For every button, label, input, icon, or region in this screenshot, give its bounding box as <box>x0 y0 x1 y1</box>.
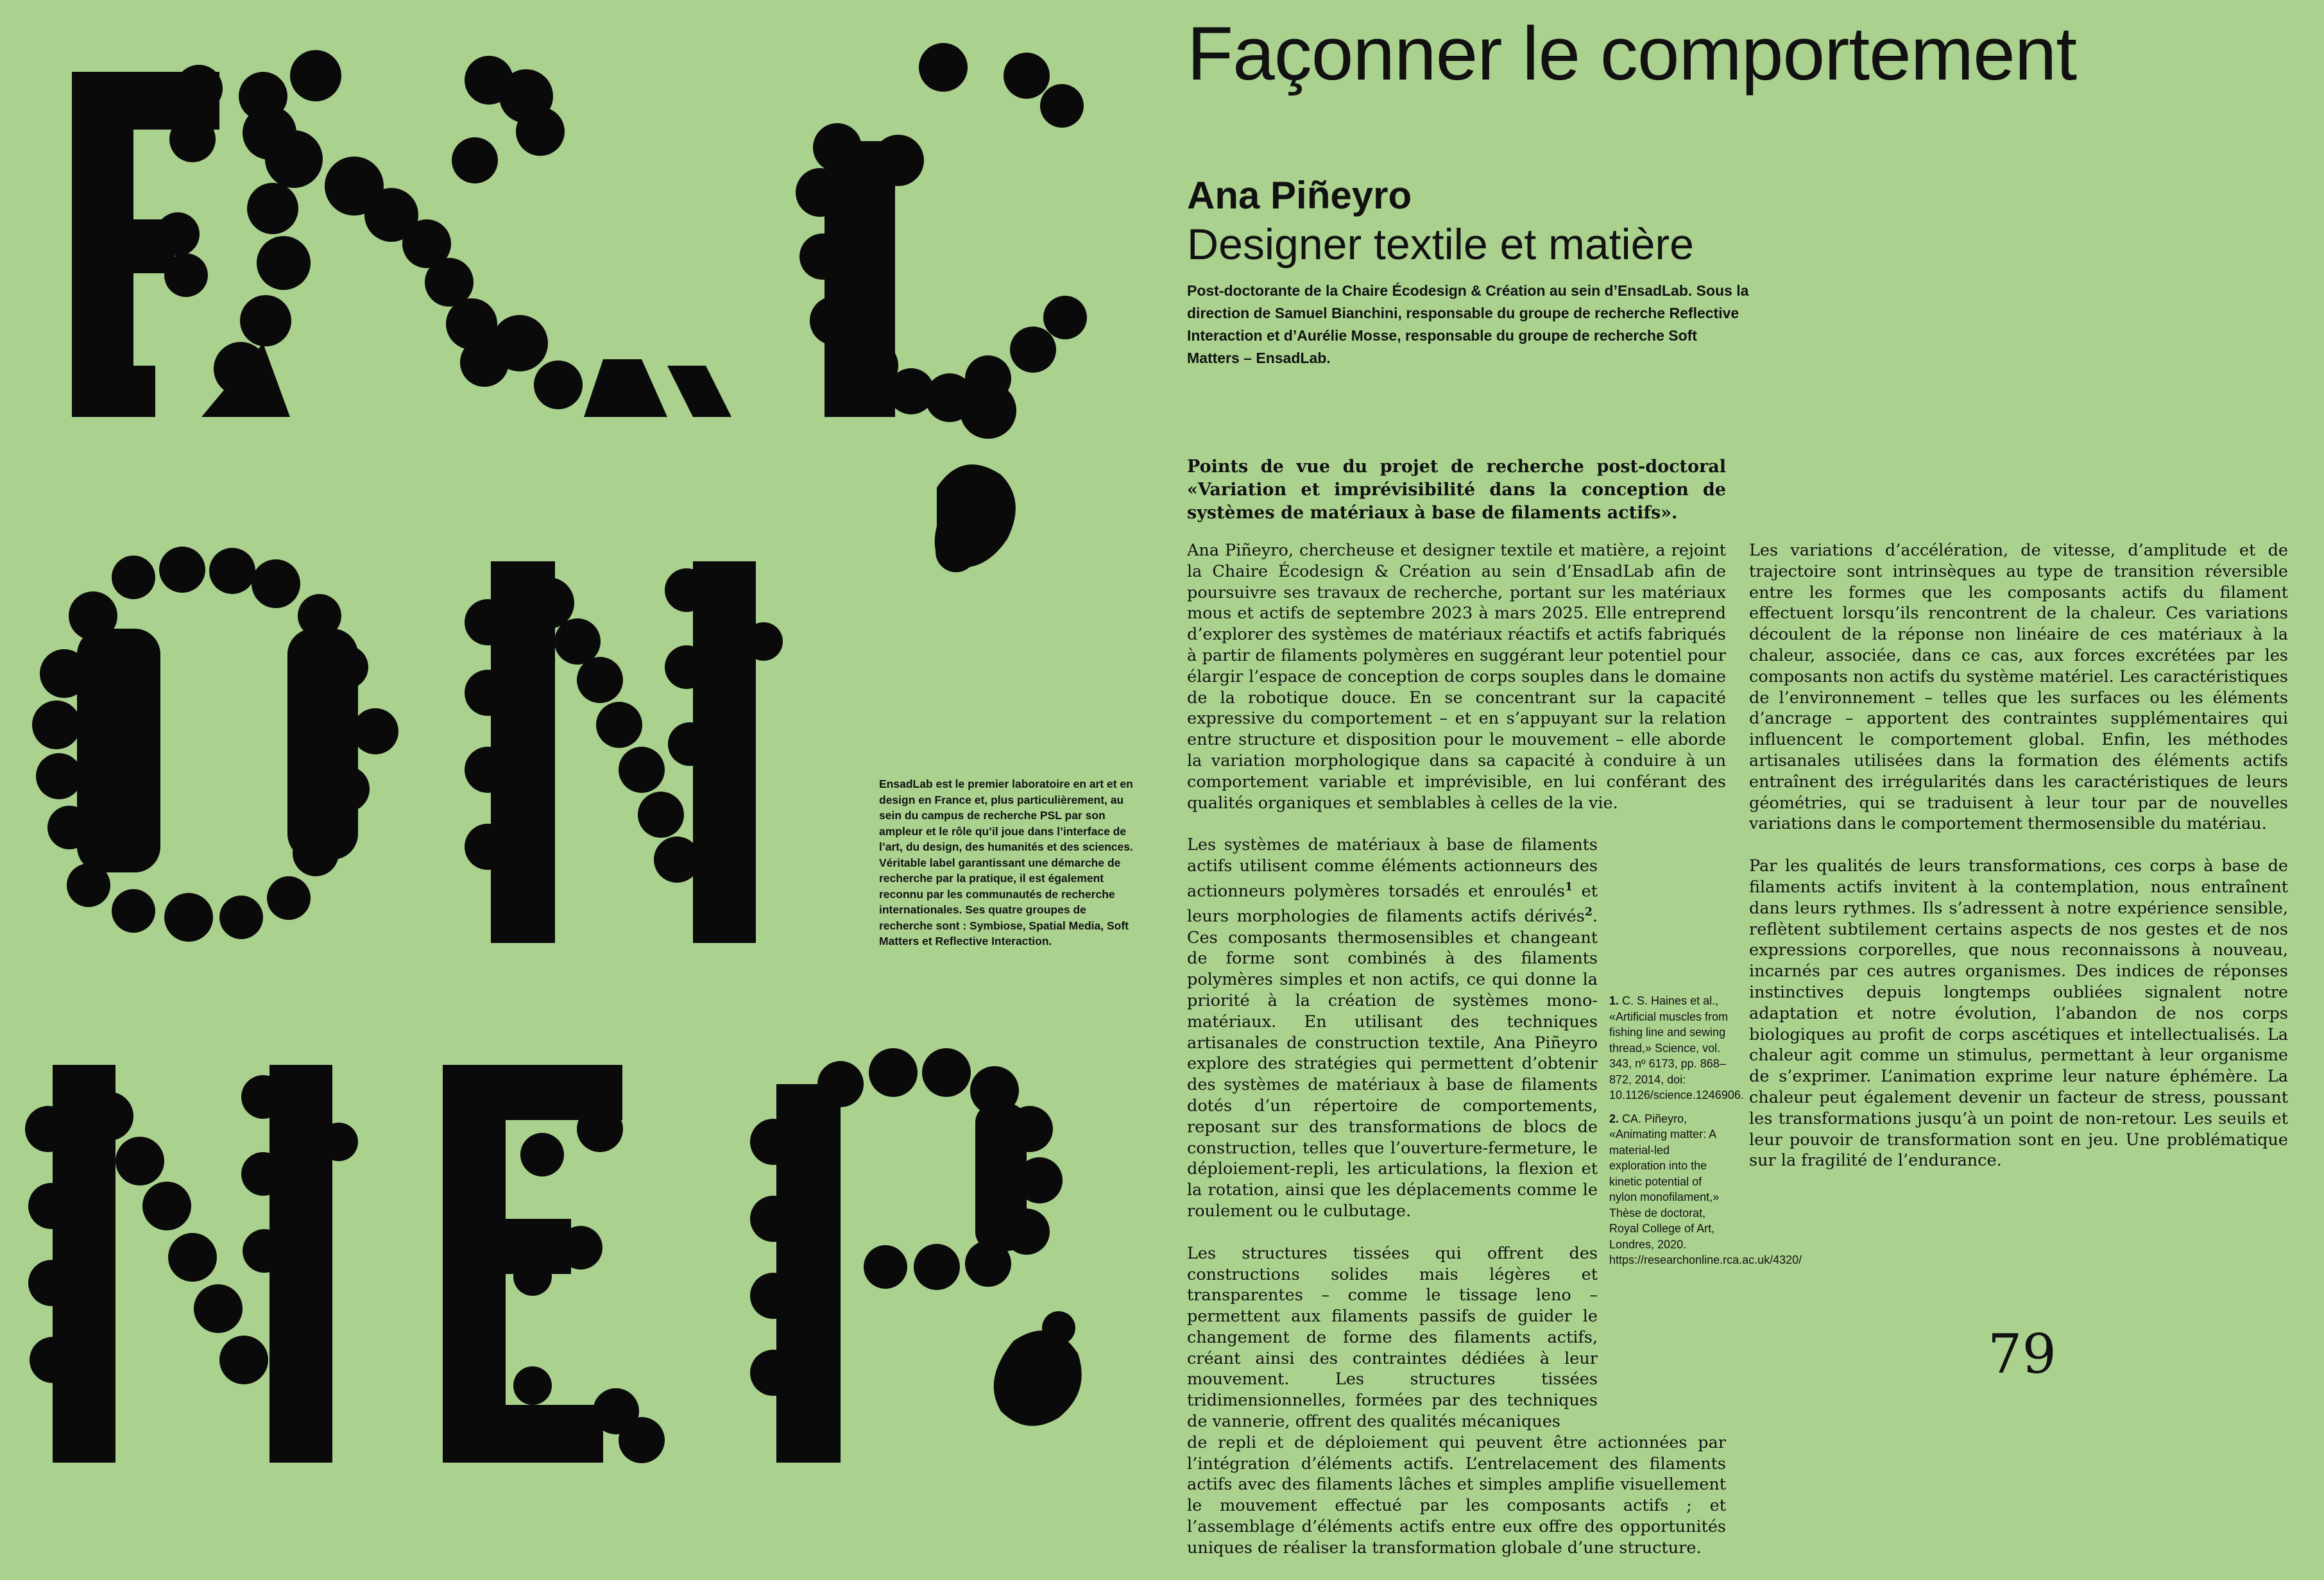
letter-e <box>443 1065 665 1463</box>
letter-r <box>750 1048 1082 1463</box>
footnote-ref-1[interactable]: 1 <box>1564 880 1573 894</box>
article-title: Façonner le comportement <box>1187 12 2077 96</box>
body-paragraph-2: Les systèmes de matériaux à base de filaments actifs utilisent comme éléments actionneurs des actionneurs polymères torsadés et enroulés$^1$ et leurs morphologies de filaments actifs dérivés$^2$. Ces composants thermosensibles et changeant de forme sont combinés à des filaments polymères simples et non actifs, ce qui donne la priorité à la création de systèmes mono-matériaux. En utilisant des techniques artisanales de construction textile, Ana Piñeyro explore des stratégies qui permettent d’obtenir des systèmes de matériaux à base de filaments dotés d’un répertoire de comportements, reposant sur des transformations de blocs de construction, telles que l’ouverture-fermeture, le déploiement-repli, les articulations, la flexion et la rotation, ainsi que les déplacements comme le roulement ou le culbutage. <box>1187 835 1598 1221</box>
body-paragraph-1: Ana Piñeyro, chercheuse et designer textile et matière, a rejoint la Chaire Écodesign & Création au sein d’EnsadLab afin de poursuivre ses travaux de recherche, portant sur les matériaux mous et actifs de septembre 2023 à mars 2025. Elle entreprend d’explorer des systèmes de matériaux réactifs et actifs fabriqués à partir de filaments polymères en suggérant leur potentiel pour élargir l’espace de conception de corps souples dans le domaine de la robotique douce. En se concentrant sur la capacité expressive du comportement – et en s’appuyant sur la relation entre structure et disposition pour le mouvement – elle aborde la variation morphologique dans sa capacité à conduire à un comportement variable et imprévisible, en lui conférant des qualités organiques et semblables à celles de la vie. <box>1187 541 1726 813</box>
body-paragraph-4: Les variations d’accélération, de vitesse, d’amplitude et de trajectoire sont intrinsèques au type de transition réversible entre les formes que les composants actifs du filament effectuent lorsqu’ils rencontrent de la chaleur. Ces variations découlent de la réponse non linéaire de ces matériaux à la chaleur, associée, dans ce cas, aux forces excrétées par les composants non actifs du système matériel. Les caractéristiques de l’environnement – telles que les surfaces ou les éléments d’ancrage – apportent des contraintes supplémentaires qui influencent le comportement global. Enfin, les méthodes artisanales utilisées dans la formation des éléments actifs entraînent des irrégularités dans les caractéristiques de leurs géométries, qui se traduisent à leur tour par de nouvelles variations dans le comportement thermosensible du matériau. <box>1749 541 2288 834</box>
footnote-1: 1. C. S. Haines et al., «Artificial muscles from fishing line and sewing thread,» Science, vol. 343, nº 6173, pp. 868–872, 2014, doi: 10.1126/science.1246906. <box>1609 994 1744 1101</box>
letter-c-cedilla <box>796 43 1087 572</box>
body-paragraph-3: Les structures tissées qui offrent des constructions solides mais légères et transparentes – comme le tissage leno – permettent aux filaments passifs de guider le changement de forme des filaments actifs, créant ainsi des contraintes dédiées à leur mouvement. Les structures tissées tridimensionnelles, formées par des techniques de vannerie, offrent des qualités mécaniques <box>1187 1243 1598 1432</box>
display-word-facon-ner <box>0 0 1155 1541</box>
letter-n-1 <box>465 561 783 943</box>
project-subhead: Points de vue du projet de recherche post-doctoral «Variation et imprévisibilité dans la conception de systèmes de matériaux à base de filaments actifs». <box>1187 457 1726 523</box>
footnote-2: 2. CA. Piñeyro, «Animating matter: A material-led exploration into the kinetic potential of nylon monofilament,» Thèse de doctorat, Royal College of Art, Londres, 2020. https://researchonline.rca.ac.uk/4320/ <box>1609 1112 1802 1266</box>
letter-n-2 <box>25 1065 358 1463</box>
body-paragraph-5: Par les qualités de leurs transformations, ces corps à base de filaments actifs invitent à la contemplation, nous entraînent dans leurs rythmes. Ils s’adressent à notre expérience sensible, reflètent subtilement certains aspects de nos gestes et de nos expressions corporelles, que nous reconnaissons à nouveau, incarnés par ces autres organismes. Des indices de réponses instinctives depuis longtemps oubliées signalent notre adaptation et notre évolution, l’abandon de nos corps biologiques au profit de corps ascétiques et intellectualisés. La chaleur agit comme un stimulus, permettant à leur organisme de s’exprimer. L’animation exprime leur nature éphémère. La chaleur peut également devenir un facteur de stress, poussant les transformations jusqu’à un point de non-retour. Les seuils et leur pouvoir de transformation sont en jeu. Une problématique sur la fragilité de l’endurance. <box>1749 856 2288 1171</box>
author-bio: Post-doctorante de la Chaire Écodesign & Création au sein d’EnsadLab. Sous la direction de Samuel Bianchini, responsable du groupe de recherche Reflective Interaction et d’Aurélie Mosse, responsable du groupe de recherche Soft Matters – EnsadLab. <box>1187 282 1749 366</box>
body-column-2 <box>1749 540 2288 1193</box>
footnotes <box>1609 993 1802 1276</box>
body-paragraph-3-cont: de repli et de déploiement qui peuvent être actionnées par l’intégration d’éléments actifs. L’entrelacement des filaments actifs avec des filaments lâches et simples amplifie visuellement le mouvement effectué par les composants actifs ; et l’assemblage d’éléments actifs entre eux offre des opportunités uniques de réaliser la transformation globale d’une structure. <box>1187 1432 1726 1558</box>
letter-a <box>201 50 731 417</box>
author-name: Ana Piñeyro <box>1187 174 1412 217</box>
letter-o <box>32 547 398 942</box>
footnote-ref-2[interactable]: 2 <box>1584 906 1593 919</box>
ensadlab-sidebar-note: EnsadLab est le premier laboratoire en art et en design en France et, plus particulièrement, au sein du campus de recherche PSL par son ampleur et le rôle qu’il joue dans l’interface de l’art, du design, des humanités et des sciences. Véritable label garantissant une démarche de recherche par la pratique, il est également reconnu par les communautés de recherche internationales. Ses quatre groupes de recherche sont : Symbiose, Spatial Media, Soft Matters et Reflective Interaction. <box>879 777 1133 947</box>
page-number: 79 <box>1988 1323 2056 1386</box>
letter-f <box>72 65 223 417</box>
author-role: Designer textile et matière <box>1187 220 1694 269</box>
